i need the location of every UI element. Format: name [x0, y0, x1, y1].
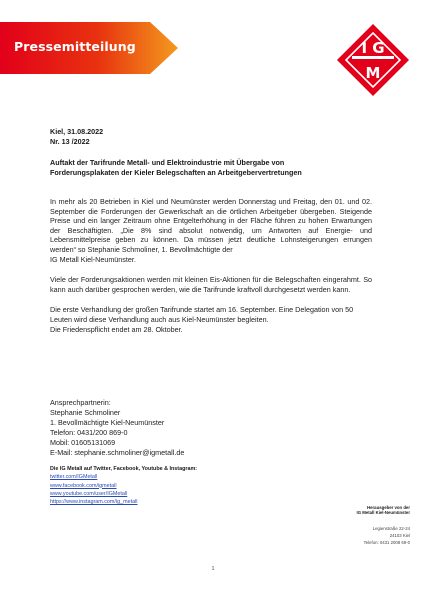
twitter-link[interactable]: twitter.com/IGMetall [50, 474, 98, 481]
paragraph-1-text: In mehr als 20 Betrieben in Kiel und Neumünster werden Donnerstag und Freitag, den 01. und 02. September die Forderungen der Gewerkschaft an die örtlichen Arbeitgeber übergeben. Steigende Preise und ein langer Zeitraum ohne Entgelterhöhung in der Fläche führen zu hohen Erwartungen der Beschäftigten. „Die 8% sind absolut notwendig, um Antworten auf Energie- und Lebensmittelpreise geben zu können. Da müssen jetzt deutliche Lohnsteigerungen errungen werden“ so Stephanie Schmoliner, 1. Bevollmächtigte der [50, 197, 372, 254]
contact-block [50, 398, 184, 458]
social-heading: Die IG Metall auf Twitter, Facebook, Youtube & Instagram: [50, 466, 198, 472]
publisher-line-1: Herausgeber von der [367, 505, 410, 510]
publisher-block [290, 505, 410, 516]
release-body [50, 197, 372, 345]
contact-mobile: Mobil: 01605131069 [50, 438, 116, 447]
page-number: 1 [211, 566, 215, 572]
release-subject [50, 158, 380, 178]
banner-label: Pressemitteilung [14, 39, 136, 54]
subject-line-1: Auftakt der Tarifrunde Metall- und Elektroindustrie mit Übergabe von [50, 158, 285, 167]
paragraph-3 [50, 305, 372, 334]
address-block [290, 526, 410, 546]
paragraph-1 [50, 197, 372, 264]
svg-text:M: M [365, 64, 381, 82]
paragraph-3-line-2: Die Friedenspflicht endet am 28. Oktober. [50, 324, 183, 334]
address-phone: Telefon: 0431 2008 69-0 [363, 539, 410, 545]
social-media-block [50, 465, 197, 506]
contact-role: 1. Bevollmächtigte Kiel-Neumünster [50, 418, 165, 427]
place-date: Kiel, 31.08.2022 [50, 127, 104, 136]
press-release-banner [0, 22, 178, 74]
paragraph-2: Viele der Forderungsaktionen werden mit kleinen Eis-Aktionen für die Belegschaften eingerahmt. So kann auch darüber gesprochen werden, wie die Tarifrunde kraftvoll durchgesetzt werden kann. [50, 275, 372, 294]
facebook-link[interactable]: www.facebook.com/igmetall [50, 482, 117, 489]
release-meta [50, 127, 103, 147]
contact-email[interactable]: E-Mail: stephanie.schmoliner@igmetall.de [50, 448, 185, 457]
address-street: Legienstraße 22-24 [372, 526, 410, 531]
svg-text:I G: I G [361, 39, 385, 57]
youtube-link[interactable]: www.youtube.com/user/IGMetall [50, 490, 128, 497]
paragraph-3-line-1: Die erste Verhandlung der großen Tarifrunde startet am 16. September. Eine Delegation von 50 Leuten wird diese Verhandlung auch aus Kiel-Neumünster begleiten. [50, 305, 354, 324]
contact-phone: Telefon: 0431/200 869-0 [50, 428, 128, 437]
contact-heading: Ansprechpartnerin: [50, 398, 111, 407]
address-city: 24103 Kiel [389, 532, 410, 538]
instagram-link[interactable]: https://www.instagram.com/ig_metall [50, 499, 138, 506]
publisher-line-2: IG Metall Kiel-Neumünster [356, 510, 410, 516]
contact-name: Stephanie Schmoliner [50, 408, 121, 417]
paragraph-1-tail: IG Metall Kiel-Neumünster. [50, 254, 136, 264]
release-number: Nr. 13 /2022 [50, 137, 90, 146]
ig-metall-logo [334, 22, 412, 98]
subject-line-2: Forderungsplakaten der Kieler Belegschaften an Arbeitgebervertretungen [50, 168, 302, 177]
